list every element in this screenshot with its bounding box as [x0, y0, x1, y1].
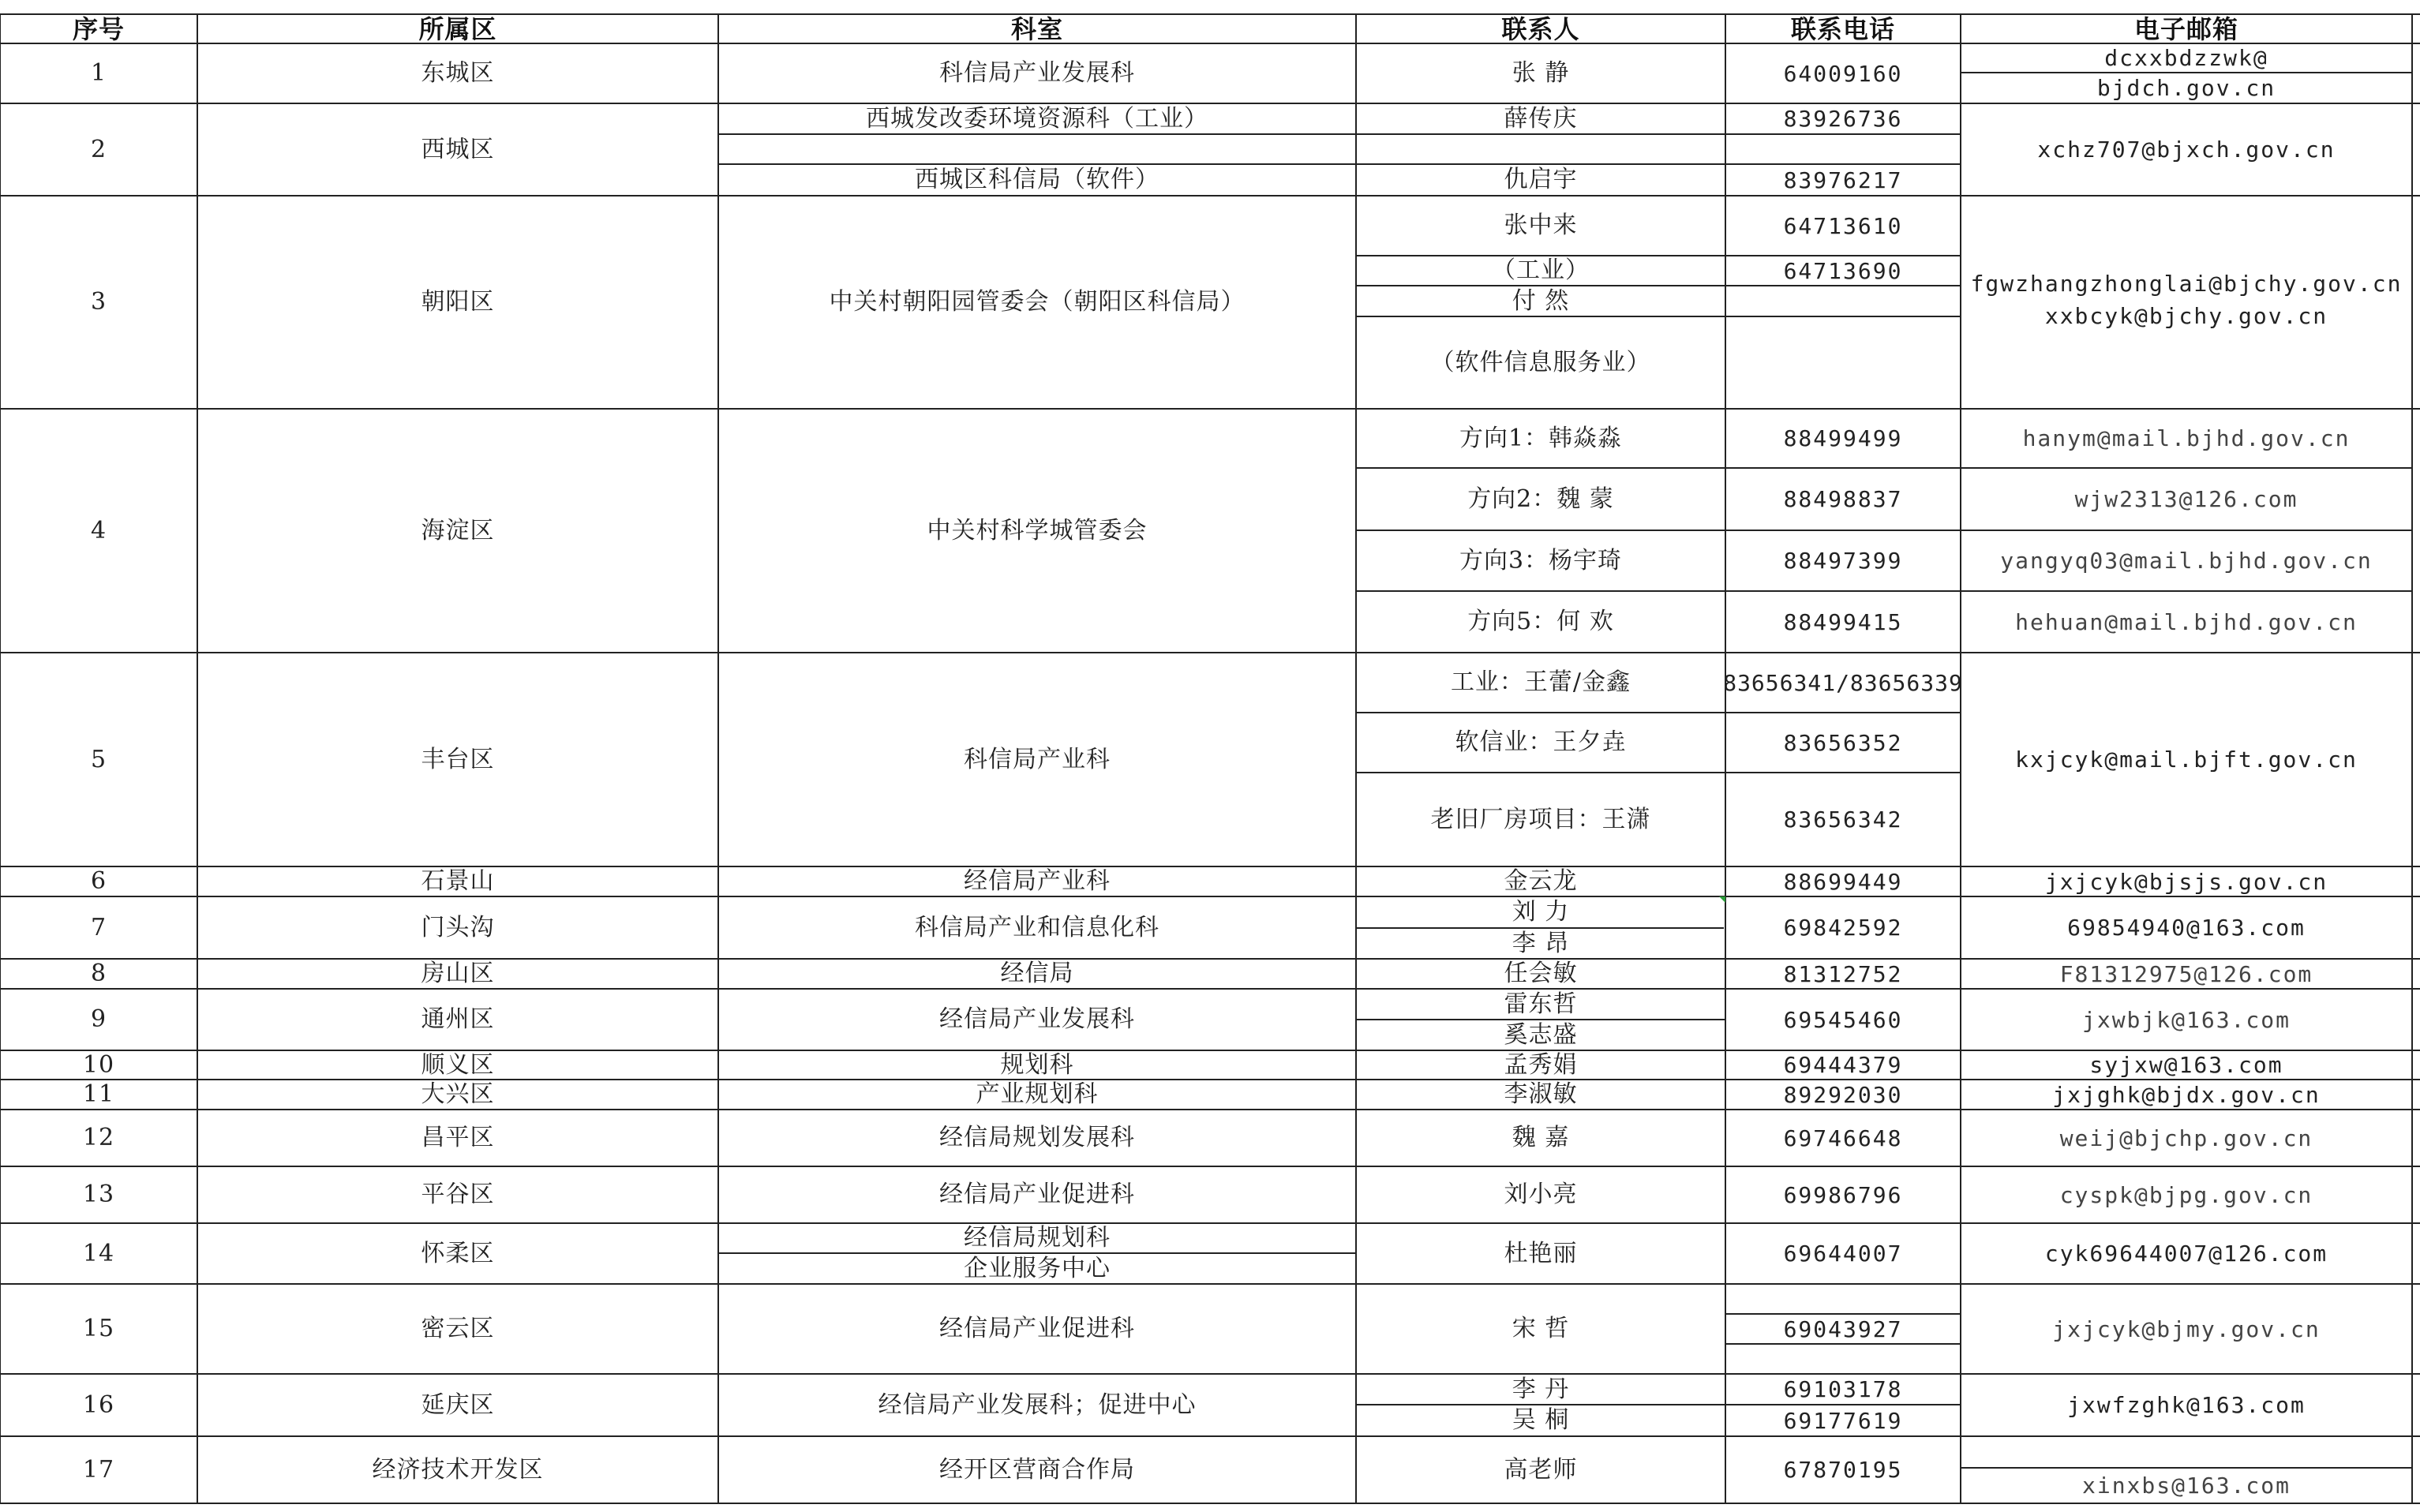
row-13-contact: 刘小亮	[1504, 1181, 1578, 1209]
row-9-phone: 69545460	[1783, 1006, 1903, 1033]
row-12-seq: 12	[82, 1124, 115, 1152]
row-5-seq: 5	[90, 745, 107, 773]
row-5-contact-1: 工业：王蕾/金鑫	[1450, 668, 1631, 697]
row-5-office: 科信局产业科	[964, 745, 1111, 773]
row-9-contact-1: 雷东哲	[1504, 990, 1578, 1018]
row-4-phone-3: 88497399	[1783, 548, 1903, 574]
row-2-email: xchz707@bjxch.gov.cn	[2037, 137, 2336, 163]
header-seq: 序号	[72, 13, 125, 44]
row-15-phone-1	[1725, 1284, 1961, 1314]
row-14-seq: 14	[82, 1239, 115, 1267]
row-16-phone-2: 69177619	[1783, 1407, 1903, 1434]
row-5-phone-1: 83656341/83656339	[1723, 669, 1963, 696]
row-3-contact-1: 张中来	[1504, 211, 1578, 240]
row-12-contact: 魏 嘉	[1512, 1124, 1570, 1152]
row-1-office: 科信局产业发展科	[939, 59, 1135, 88]
row-1-email-line-1: dcxxbdzzwk@	[2104, 45, 2268, 71]
row-17-seq: 17	[82, 1455, 115, 1484]
row-1-seq: 1	[90, 59, 107, 88]
row-5-district: 丰台区	[421, 745, 495, 773]
row-15-phone-2: 69043927	[1783, 1316, 1903, 1342]
row-16-contact-2: 吴 桐	[1512, 1406, 1570, 1435]
row-7-phone: 69842592	[1783, 915, 1903, 941]
row-2-phone-2	[1725, 134, 1961, 164]
row-17-contact: 高老师	[1504, 1455, 1578, 1484]
row-2-office-2	[718, 134, 1356, 164]
header-email: 电子邮箱	[2133, 13, 2238, 44]
row-4-contact-1: 方向1：韩焱淼	[1459, 424, 1623, 452]
row-9-contact-2: 奚志盛	[1504, 1020, 1578, 1049]
row-2-contact-2	[1356, 134, 1725, 164]
row-13-district: 平谷区	[421, 1181, 495, 1209]
row-10-email: syjxw@163.com	[2089, 1052, 2283, 1078]
row-3-email-1: fgwzhangzhonglai@bjchy.gov.cn	[1970, 270, 2403, 297]
row-6-office: 经信局产业科	[964, 867, 1111, 896]
row-5-contact-3: 老旧厂房项目：王潇	[1430, 805, 1651, 833]
row-13-office: 经信局产业促进科	[939, 1181, 1135, 1209]
row-2-office-3: 西城区科信局（软件）	[915, 166, 1159, 194]
row-16-seq: 16	[82, 1390, 115, 1419]
row-12-email: weij@bjchp.gov.cn	[2059, 1125, 2313, 1151]
row-6-email: jxjcyk@bjsjs.gov.cn	[2044, 868, 2328, 895]
row-4-contact-3: 方向3：杨宇琦	[1459, 546, 1623, 574]
row-3-seq: 3	[90, 288, 107, 316]
row-10-contact: 孟秀娟	[1504, 1050, 1578, 1079]
row-10-seq: 10	[82, 1050, 115, 1079]
row-17-office: 经开区营商合作局	[939, 1455, 1135, 1484]
row-12-office: 经信局规划发展科	[939, 1124, 1135, 1152]
row-16-office: 经信局产业发展科；促进中心	[878, 1390, 1197, 1419]
row-4-office: 中关村科学城管委会	[927, 516, 1148, 545]
row-9-email: jxwbjk@163.com	[2081, 1006, 2291, 1033]
row-13-email: cyspk@bjpg.gov.cn	[2059, 1181, 2313, 1208]
row-14-phone: 69644007	[1783, 1241, 1903, 1267]
row-5-phone-3: 83656342	[1783, 807, 1903, 833]
row-3-phone-1: 64713610	[1783, 212, 1903, 239]
row-15-email: jxjcyk@bjmy.gov.cn	[2052, 1316, 2321, 1342]
row-5-phone-2: 83656352	[1783, 729, 1903, 756]
row-4-email-3: yangyq03@mail.bjhd.gov.cn	[2000, 548, 2373, 574]
row-6-district: 石景山	[421, 867, 495, 896]
row-3-office: 中关村朝阳园管委会（朝阳区科信局）	[829, 288, 1246, 316]
row-4-contact-2: 方向2：魏 蒙	[1467, 485, 1614, 513]
row-11-district: 大兴区	[421, 1080, 495, 1109]
row-11-email: jxjghk@bjdx.gov.cn	[2052, 1081, 2321, 1108]
row-3-phone-2: 64713690	[1783, 257, 1903, 284]
row-3-email-2: xxbcyk@bjchy.gov.cn	[2044, 302, 2328, 329]
header-district: 所属区	[418, 13, 497, 44]
row-13-phone: 69986796	[1783, 1181, 1903, 1208]
row-11-phone: 89292030	[1783, 1081, 1903, 1108]
row-16-email: jxwfzghk@163.com	[2067, 1392, 2306, 1418]
row-8-phone: 81312752	[1783, 960, 1903, 987]
row-10-phone: 69444379	[1783, 1052, 1903, 1078]
row-8-district: 房山区	[421, 960, 495, 988]
row-7-seq: 7	[90, 913, 107, 941]
row-8-contact: 任会敏	[1504, 960, 1578, 988]
row-4-phone-4: 88499415	[1783, 608, 1903, 635]
row-15-contact: 宋 哲	[1512, 1315, 1570, 1343]
row-7-email: 69854940@163.com	[2067, 915, 2306, 941]
row-1-contact: 张 静	[1512, 59, 1570, 88]
row-17-email-1	[1961, 1436, 2412, 1468]
row-17-phone: 67870195	[1783, 1457, 1903, 1483]
row-3-contact-3: 付 然	[1512, 286, 1570, 315]
row-4-email-4: hehuan@mail.bjhd.gov.cn	[2015, 608, 2358, 635]
row-17-district: 经济技术开发区	[372, 1455, 544, 1484]
row-3-contact-4: （软件信息服务业）	[1430, 348, 1651, 376]
row-16-phone-1: 69103178	[1783, 1376, 1903, 1402]
row-15-district: 密云区	[421, 1315, 495, 1343]
row-1-phone: 64009160	[1783, 60, 1903, 87]
row-17-email-2: xinxbs@163.com	[2081, 1473, 2291, 1499]
row-2-office-1: 西城发改委环境资源科（工业）	[866, 104, 1208, 133]
row-4-email-2: wjw2313@126.com	[2074, 486, 2298, 512]
row-14-district: 怀柔区	[421, 1239, 495, 1267]
row-13-seq: 13	[82, 1181, 115, 1209]
row-11-office: 产业规划科	[976, 1080, 1099, 1109]
row-4-contact-4: 方向5：何 欢	[1467, 608, 1614, 636]
row-10-office: 规划科	[1000, 1050, 1074, 1079]
row-2-district: 西城区	[421, 135, 495, 163]
header-office: 科室	[1010, 13, 1063, 44]
row-9-district: 通州区	[421, 1005, 495, 1034]
row-6-seq: 6	[90, 867, 107, 896]
row-5-contact-2: 软信业：王夕垚	[1455, 728, 1627, 757]
row-1-email-line-2: bjdch.gov.cn	[2096, 75, 2276, 101]
row-2-contact-1: 薛传庆	[1504, 104, 1578, 133]
header-phone: 联系电话	[1790, 13, 1895, 44]
row-6-contact: 金云龙	[1504, 867, 1578, 896]
row-16-contact-1: 李 丹	[1512, 1375, 1570, 1403]
row-8-seq: 8	[90, 960, 107, 988]
row-3-phone-3	[1725, 286, 1961, 316]
row-14-contact: 杜艳丽	[1504, 1239, 1578, 1267]
row-15-phone-3	[1725, 1344, 1961, 1374]
row-14-office-2: 企业服务中心	[964, 1254, 1111, 1282]
row-1-district: 东城区	[421, 59, 495, 88]
row-2-contact-3: 仇启宇	[1504, 166, 1578, 194]
row-4-seq: 4	[90, 516, 107, 545]
row-2-phone-3: 83976217	[1783, 167, 1903, 193]
row-8-office: 经信局	[1000, 960, 1074, 988]
row-7-contact-2: 李 昂	[1512, 929, 1570, 957]
row-15-office: 经信局产业促进科	[939, 1315, 1135, 1343]
row-2-seq: 2	[90, 135, 107, 163]
row-14-email: cyk69644007@126.com	[2044, 1241, 2328, 1267]
header-contact: 联系人	[1501, 13, 1580, 44]
row-3-district: 朝阳区	[421, 288, 495, 316]
row-6-phone: 88699449	[1783, 868, 1903, 895]
row-4-phone-1: 88499499	[1783, 425, 1903, 451]
row-11-seq: 11	[82, 1080, 115, 1109]
row-12-district: 昌平区	[421, 1124, 495, 1152]
row-4-email-1: hanym@mail.bjhd.gov.cn	[2022, 425, 2351, 451]
row-4-phone-2: 88498837	[1783, 486, 1903, 512]
row-7-district: 门头沟	[421, 913, 495, 941]
row-15-seq: 15	[82, 1315, 115, 1343]
row-5-email: kxjcyk@mail.bjft.gov.cn	[2015, 747, 2358, 773]
row-14-office-1: 经信局规划科	[964, 1224, 1111, 1252]
row-2-phone-1: 83926736	[1783, 106, 1903, 132]
row-9-seq: 9	[90, 1005, 107, 1034]
row-12-phone: 69746648	[1783, 1125, 1903, 1151]
row-4-district: 海淀区	[421, 516, 495, 545]
row-16-district: 延庆区	[421, 1390, 495, 1419]
row-10-district: 顺义区	[421, 1050, 495, 1079]
row-9-office: 经信局产业发展科	[939, 1005, 1135, 1034]
row-11-contact: 李淑敏	[1504, 1080, 1578, 1109]
row-3-contact-2: （工业）	[1492, 256, 1590, 285]
row-8-email: F81312975@126.com	[2059, 960, 2313, 987]
row-7-contact-1: 刘 力	[1512, 898, 1570, 926]
row-3-phone-4	[1725, 316, 1961, 409]
row-7-office: 科信局产业和信息化科	[915, 913, 1159, 941]
